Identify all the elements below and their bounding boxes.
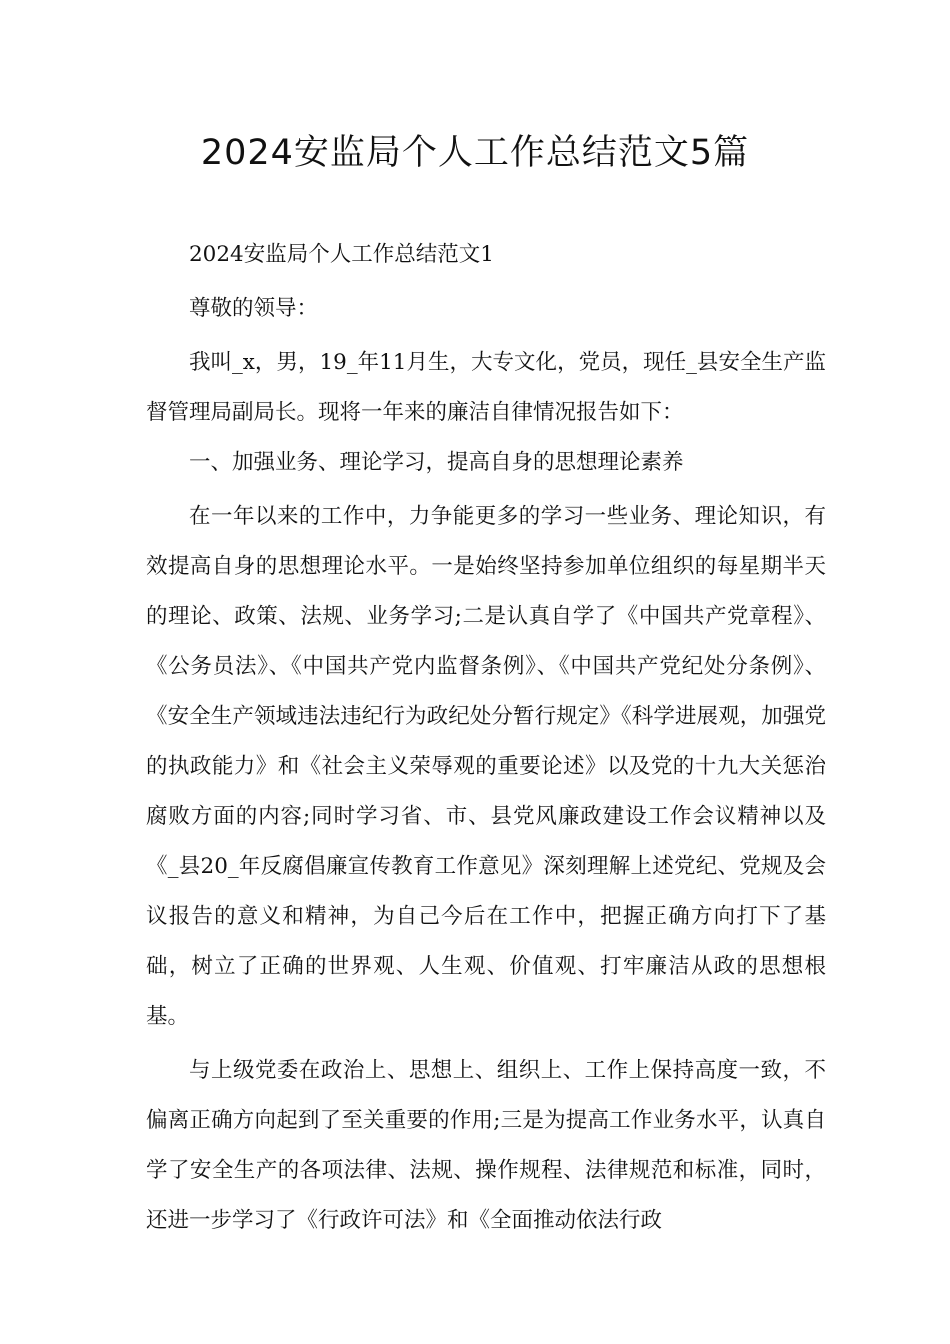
document-body (146, 230, 826, 1246)
section-heading: 2024安监局个人工作总结范文1 (189, 242, 494, 267)
subheading-one: 一、加强业务、理论学习，提高自身的思想理论素养 (189, 450, 684, 475)
paragraph-study: 在一年以来的工作中，力争能更多的学习一些业务、理论知识，有效提高自身的思想理论水平。一是始终坚持参加单位组织的每星期半天的理论、政策、法规、业务学习;二是认真自学了《中国共产党章程》、《公务员法》、《中国共产党内监督条例》、《中国共产党纪处分条例》、《安全生产领域违法违纪行为政纪处分暂行规定》《科学进展观，加强党的执政能力》和《社会主义荣辱观的重要论述》以及党的十九大关惩治腐败方面的内容;同时学习省、市、县党风廉政建设工作会议精神以及《_县20_年反腐倡廉宣传教育工作意见》深刻理解上述党纪、党规及会议报告的意义和精神，为自己今后在工作中，把握正确方向打下了基础，树立了正确的世界观、人生观、价值观、打牢廉洁从政的思想根基。 (146, 504, 826, 1029)
paragraph-intro: 我叫_x，男，19_年11月生，大专文化，党员，现任_县安全生产监督管理局副局长。现将一年来的廉洁自律情况报告如下： (146, 350, 826, 425)
paragraph-alignment: 与上级党委在政治上、思想上、组织上、工作上保持高度一致，不偏离正确方向起到了至关重要的作用;三是为提高工作业务水平，认真自学了安全生产的各项法律、法规、操作规程、法律规范和标准，同时，还进一步学习了《行政许可法》和《全面推动依法行政 (146, 1058, 826, 1233)
document-title: 2024安监局个人工作总结范文5篇 (200, 133, 750, 173)
salutation: 尊敬的领导： (189, 296, 319, 321)
